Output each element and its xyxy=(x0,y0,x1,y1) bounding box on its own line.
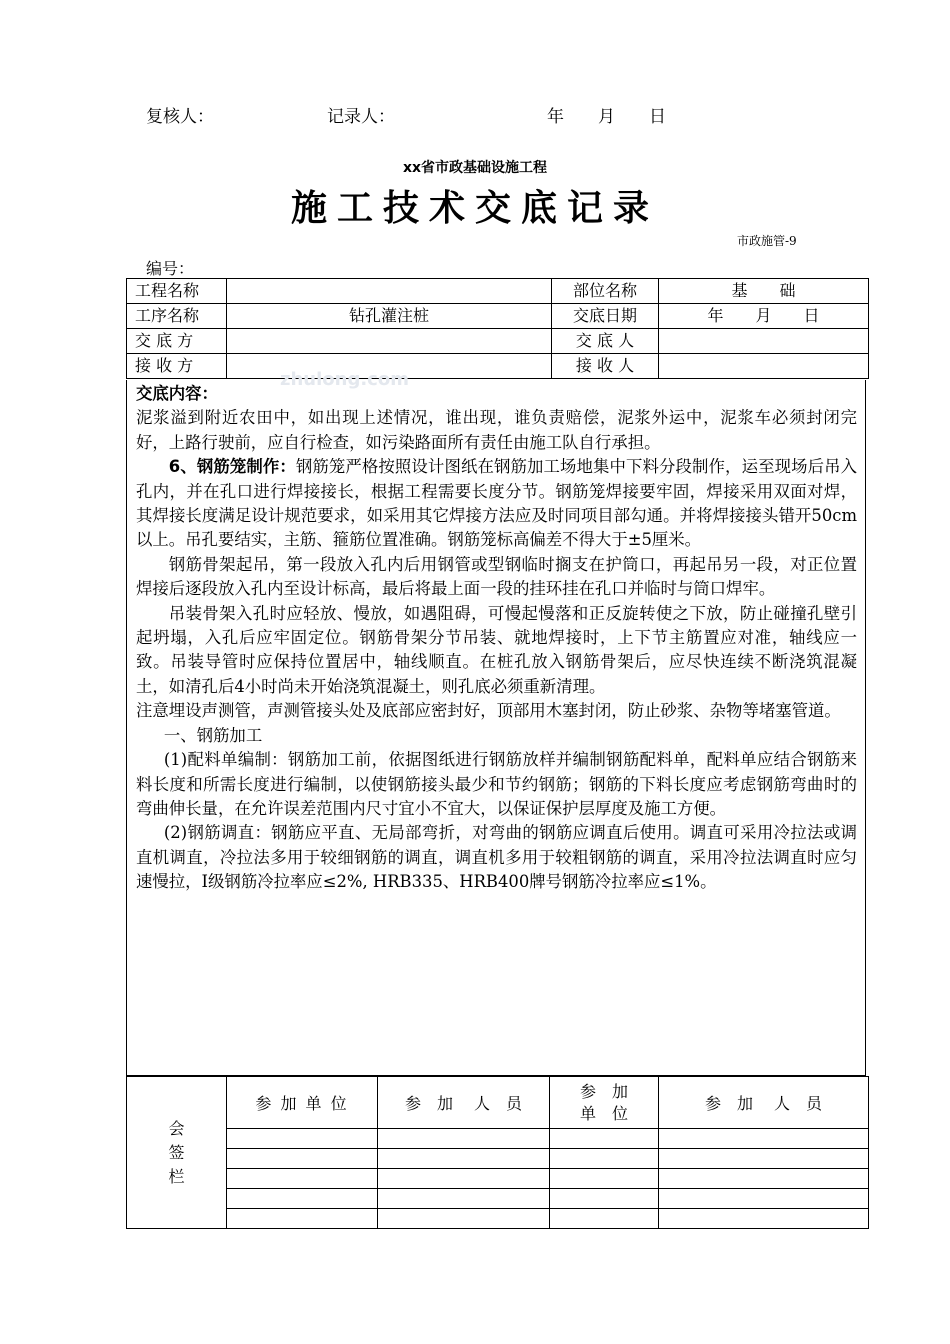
content-paragraph: 一、钢筋加工 xyxy=(163,725,263,745)
content-heading: 交底内容： xyxy=(136,384,218,403)
section-heading: 6、钢筋笼制作： xyxy=(168,457,296,477)
sign-cell[interactable] xyxy=(227,1189,378,1209)
sign-cell[interactable] xyxy=(378,1169,550,1189)
sign-header-unit-2: 参 加 单 位 xyxy=(550,1077,659,1129)
form-code: 市政施管-9 xyxy=(737,234,797,248)
content-paragraph: 钢筋笼严格按照设计图纸在钢筋加工场地集中下料分段制作，运至现场后吊入孔内，并在孔口进行焊接接长，根据工程需要长度分节。钢筋笼焊接要牢固，焊接采用双面对焊，其焊接长度满足设计规范要求，如采用其它焊接方法应及时同项目部勾通。并将焊接接头错开50cm以上。吊孔要结实，主筋、箍筋位置准确。钢筋笼标高偏差不得大于±5厘米。 xyxy=(136,457,858,550)
sign-table xyxy=(126,1076,869,1229)
issuer-value[interactable] xyxy=(227,329,552,354)
serial-label: 编号： xyxy=(146,259,195,278)
process-name-value[interactable]: 钻孔灌注桩 xyxy=(227,304,552,329)
info-table xyxy=(126,278,869,379)
issuer-label: 交 底 方 xyxy=(127,329,227,354)
disclosure-content xyxy=(126,380,866,1076)
project-name-value[interactable] xyxy=(227,279,552,304)
sign-cell[interactable] xyxy=(659,1129,869,1149)
content-paragraph: 泥浆溢到附近农田中，如出现上述情况，谁出现，谁负责赔偿，泥浆外运中，泥浆车必须封闭完好，上路行驶前，应自行检查，如污染路面所有责任由施工队自行承担。 xyxy=(136,408,857,452)
sign-cell[interactable] xyxy=(378,1189,550,1209)
org-name: xx省市政基础设施工程 xyxy=(402,160,548,176)
recorder-label: 记录人： xyxy=(327,107,395,127)
issuer-person-value[interactable] xyxy=(659,329,869,354)
sign-cell[interactable] xyxy=(659,1149,869,1169)
project-name-label: 工程名称 xyxy=(127,279,227,304)
receiver-person-value[interactable] xyxy=(659,354,869,379)
content-paragraph: (2)钢筋调直：钢筋应平直、无局部弯折，对弯曲的钢筋应调直后使用。调直可采用冷拉法或调直机调直，冷拉法多用于较细钢筋的调直，调直机多用于较粗钢筋的调直，采用冷拉法调直时应匀速慢拉，I级钢筋冷拉率应≤2%, HRB335、HRB400牌号钢筋冷拉率应≤1%。 xyxy=(136,823,857,892)
sign-header-person-2: 参 加 人 员 xyxy=(659,1077,869,1129)
top-date-label: 年 月 日 xyxy=(547,107,666,127)
content-paragraph: (1)配料单编制：钢筋加工前，依据图纸进行钢筋放样并编制钢筋配料单，配料单应结合钢筋来料长度和所需长度进行编制，以使钢筋接头最少和节约钢筋；钢筋的下料长度应考虑钢筋弯曲时的弯曲伸长量，在允许误差范围内尺寸宜小不宜大，以保证保护层厚度及施工方便。 xyxy=(136,750,857,818)
sign-cell[interactable] xyxy=(550,1189,659,1209)
sign-cell[interactable] xyxy=(227,1209,378,1229)
content-paragraph: 吊装骨架入孔时应轻放、慢放，如遇阻碍，可慢起慢落和正反旋转使之下放，防止碰撞孔壁引起坍塌，入孔后应牢固定位。钢筋骨架分节吊装、就地焊接时，上下节主筋置应对准，轴线应一致。吊装导管时应保持位置居中，轴线顺直。在桩孔放入钢筋骨架后，应尽快连续不断浇筑混凝土，如清孔后4小时尚未开始浇筑混凝土，则孔底必须重新清理。 xyxy=(136,603,857,696)
sign-cell[interactable] xyxy=(227,1149,378,1169)
sign-cell[interactable] xyxy=(550,1209,659,1229)
issuer-person-label: 交 底 人 xyxy=(552,329,659,354)
sign-cell[interactable] xyxy=(378,1149,550,1169)
sign-cell[interactable] xyxy=(378,1129,550,1149)
sign-cell[interactable] xyxy=(659,1169,869,1189)
receiver-person-label: 接 收 人 xyxy=(552,354,659,379)
sign-cell[interactable] xyxy=(227,1169,378,1189)
content-paragraph: 注意埋设声测管，声测管接头处及底部应密封好，顶部用木塞封闭，防止砂浆、杂物等堵塞管道。 xyxy=(136,701,841,721)
sign-cell[interactable] xyxy=(378,1209,550,1229)
content-paragraph: 钢筋骨架起吊，第一段放入孔内后用钢管或型钢临时搁支在护筒口，再起吊另一段，对正位置焊接后逐段放入孔内至设计标高，最后将最上面一段的挂环挂在孔口并临时与筒口焊牢。 xyxy=(136,554,857,599)
process-name-label: 工序名称 xyxy=(127,304,227,329)
part-name-label: 部位名称 xyxy=(552,279,659,304)
disclosure-date-value[interactable]: 年 月 日 xyxy=(659,304,869,329)
sign-cell[interactable] xyxy=(659,1189,869,1209)
receiver-label: 接 收 方 xyxy=(127,354,227,379)
watermark: zhulong.com xyxy=(280,369,409,390)
sign-cell[interactable] xyxy=(550,1129,659,1149)
sign-header-unit: 参 加 单 位 xyxy=(227,1077,378,1129)
sign-cell[interactable] xyxy=(227,1129,378,1149)
sign-cell[interactable] xyxy=(550,1169,659,1189)
sign-cell[interactable] xyxy=(659,1209,869,1229)
sign-column-label: 会 签 栏 xyxy=(127,1077,227,1229)
part-name-value[interactable]: 基 础 xyxy=(659,279,869,304)
disclosure-date-label: 交底日期 xyxy=(552,304,659,329)
sign-header-person: 参 加 人 员 xyxy=(378,1077,550,1129)
reviewer-label: 复核人： xyxy=(146,107,214,127)
page-title: 施工技术交底记录 xyxy=(290,188,659,229)
sign-cell[interactable] xyxy=(550,1149,659,1169)
